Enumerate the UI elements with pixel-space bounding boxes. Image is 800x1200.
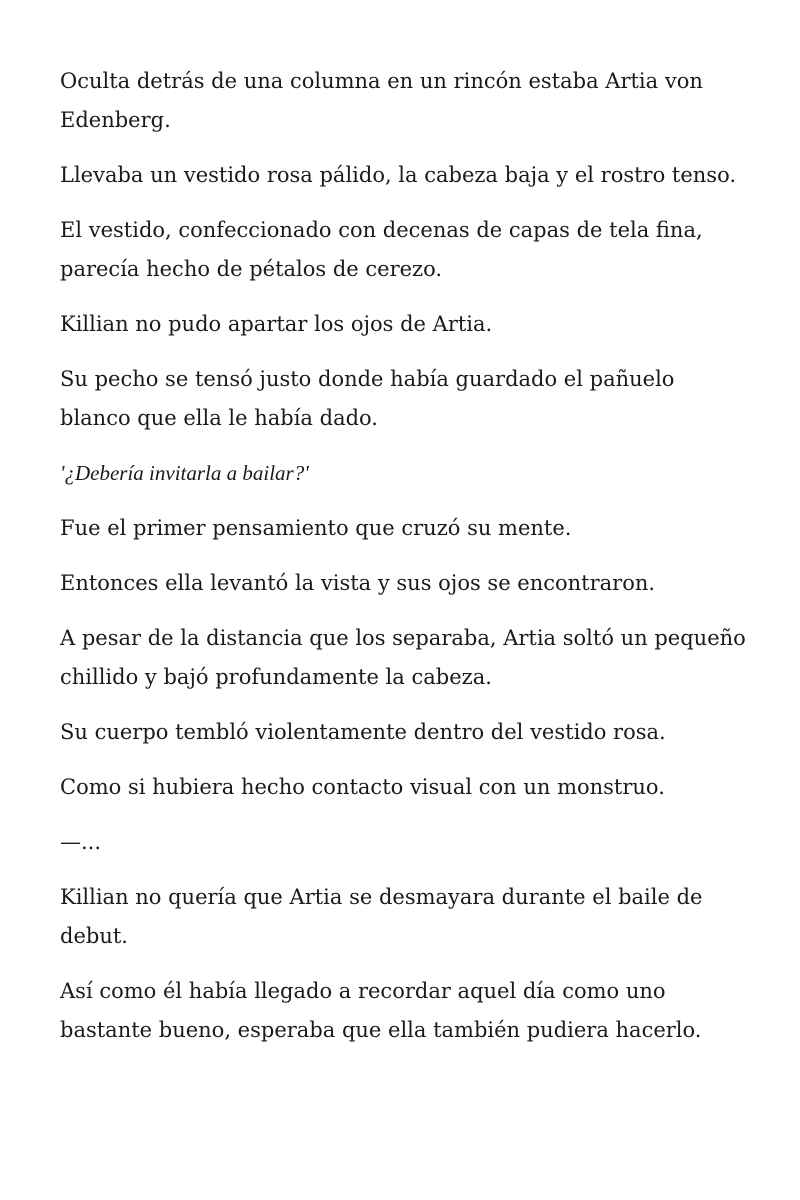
paragraph: Fue el primer pensamiento que cruzó su mente. — [60, 516, 572, 540]
paragraph: El vestido, confeccionado con decenas de capas de tela fina, parecía hecho de pétalos de cerezo. — [60, 218, 703, 281]
paragraph: Killian no quería que Artia se desmayara durante el baile de debut. — [60, 885, 703, 948]
paragraph: Su cuerpo tembló violentamente dentro del vestido rosa. — [60, 720, 666, 744]
inner-thought-paragraph: '¿Debería invitarla a bailar?' — [60, 461, 309, 485]
dialogue-paragraph: —... — [60, 830, 102, 854]
paragraph: A pesar de la distancia que los separaba, Artia soltó un pequeño chillido y bajó profundamente la cabeza. — [60, 626, 746, 689]
paragraph: Killian no pudo apartar los ojos de Artia. — [60, 312, 493, 336]
paragraph: Así como él había llegado a recordar aquel día como uno bastante bueno, esperaba que ella también pudiera hacerlo. — [60, 979, 702, 1042]
paragraph: Entonces ella levantó la vista y sus ojos se encontraron. — [60, 571, 656, 595]
paragraph: Oculta detrás de una columna en un rincón estaba Artia von Edenberg. — [60, 69, 703, 132]
paragraph: Llevaba un vestido rosa pálido, la cabeza baja y el rostro tenso. — [60, 163, 737, 187]
paragraph: Como si hubiera hecho contacto visual con un monstruo. — [60, 775, 665, 799]
paragraph: Su pecho se tensó justo donde había guardado el pañuelo blanco que ella le había dado. — [60, 367, 675, 430]
reading-page — [60, 62, 750, 1066]
